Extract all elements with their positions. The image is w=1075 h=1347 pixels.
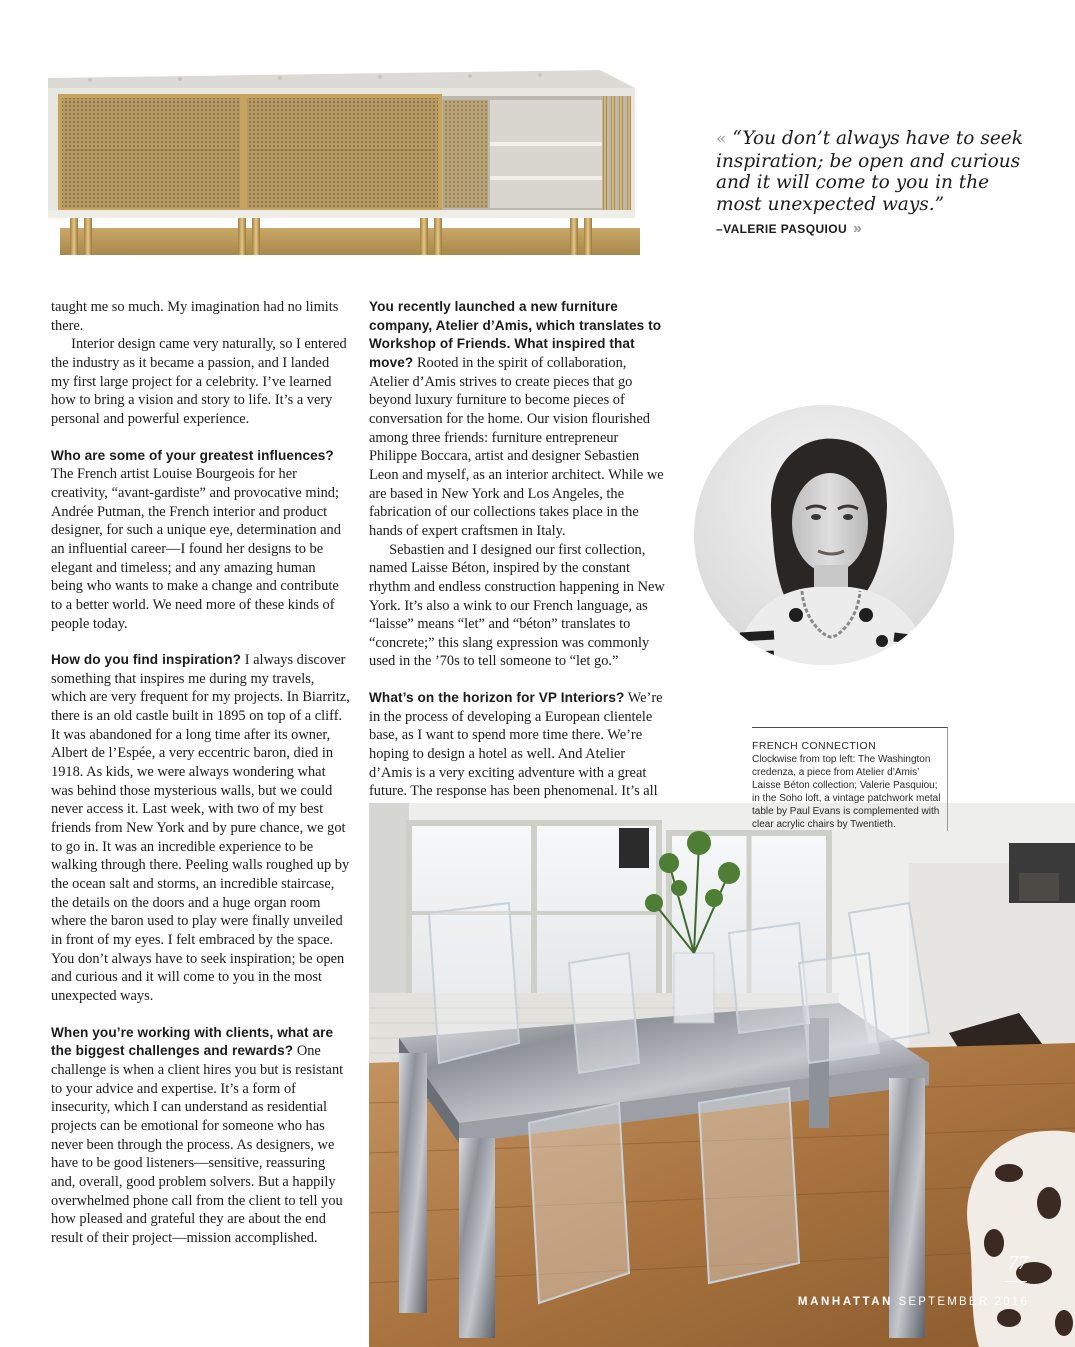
page-number: 77 — [1008, 1252, 1028, 1274]
interview-answer: The French artist Louise Bourgeois for her creativity, “avant-gardiste” and provocative mind; Andrée Putman, the French interior and product designer, for such a unique eye, determination and an influential career—I found her designs to be elegant and timeless; and any amazing human being who wants to make a change and contribute to a better world. We need more of these kinds of people today. — [51, 466, 341, 632]
qa-block — [51, 1024, 350, 1248]
paragraph: taught me so much. My imagination had no limits there. — [51, 299, 339, 334]
open-quote-mark: « — [716, 129, 727, 149]
interview-question: Who are some of your greatest influences? — [51, 447, 334, 463]
close-quote-mark: » — [853, 220, 863, 238]
paragraph: Sebastien and I designed our first collection, named Laisse Béton, inspired by the constant rhythm and endless construction happening in New York. It’s also a wink to our French language, as “laisse” means “let” and “béton” translates to “concrete;” this slang expression was commonly used in the ’70s to tell someone to “let go.” — [369, 541, 665, 670]
qa-block — [369, 298, 669, 541]
interview-question: You recently launched a new furniture company, Atelier d’Amis, which translates to Workshop of Friends. What inspired that move? — [369, 299, 662, 370]
interview-answer: We’re in the process of developing a European clientele base, as I want to spend more time there. We’re hoping to design a hotel as well. And Atelier d’Amis is a very exciting adventure with a great future. The response has been phenomenal. It’s all — [369, 690, 663, 800]
qa-block — [51, 447, 350, 634]
page-number-rule — [1005, 1281, 1027, 1282]
pull-quote-text — [716, 128, 1036, 215]
dining-room-photo — [369, 803, 1075, 1347]
interview-answer: I always discover something that inspires me during my travels, which are very frequent for my projects. In Biarritz, there is an old castle built in 1895 on top of a cliff. It was abandoned for a long time after its owner, Albert de l’Espée, a very eccentric baron, died in 1918. As kids, we were always wondering what was behind those mysterious walls, but we could never access it. Last week, with two of my best friends from New York and by pure chance, we got to go in. It was an incredible experience to be walking through there. Peeling walls roughed up by the ocean salt and storms, an incredible staircase, the details on the doors and a huge organ room where the baron used to play were finally unveiled in front of my eyes. I felt embraced by the space. You don’t always have to seek inspiration; be open and curious and it will come to you in the most unexpected ways. — [51, 652, 350, 1004]
magazine-name: MANHATTAN — [797, 1296, 894, 1308]
qa-block — [51, 651, 350, 1005]
pull-quote-attribution — [716, 220, 1036, 238]
interview-answer: Rooted in the spirit of collaboration, Atelier d’Amis strives to create pieces that go beyond luxury furniture to become pieces of conversation for the home. Our vision flourished among three friends: furniture entrepreneur Philippe Boccara, artist and designer Sebastien Leon and myself, as an interior architect. While we are based in New York and Los Angeles, the fabrication of our collections takes place in the hands of expert craftsmen in Italy. — [369, 354, 664, 539]
photo-caption — [752, 727, 948, 831]
pull-quote-body: “You don’t always have to seek inspiration; be open and curious and it will come to you in the most unexpected ways.” — [716, 128, 1023, 215]
pull-quote — [716, 128, 1036, 238]
magazine-folio — [798, 1296, 1029, 1308]
caption-title: FRENCH CONNECTION — [752, 740, 877, 752]
interview-question: How do you find inspiration? — [51, 652, 242, 668]
interview-question: What’s on the horizon for VP Interiors? — [369, 690, 625, 706]
attribution-text: –VALERIE PASQUIOU — [716, 222, 848, 237]
article-column-1 — [51, 298, 350, 1248]
interview-answer: One challenge is when a client hires you but is resistant to your advice and expertise. It’s a form of insecurity, which I can understand as residential projects can be emotional for someone who has never been through the process. As designers, we have to be good listeners—sensitive, reassuring and, overall, good problem solvers. But a happily overwhelmed phone call from the client to tell you how pleased and grateful they are about the end result of their project—mission accomplished. — [51, 1043, 344, 1246]
portrait-photo — [694, 405, 954, 665]
issue-date: SEPTEMBER 2016 — [898, 1296, 1029, 1308]
credenza-photo — [0, 0, 700, 275]
interview-question: When you’re working with clients, what are the biggest challenges and rewards? — [51, 1024, 334, 1059]
paragraph: Interior design came very naturally, so I entered the industry as it became a passion, and I landed my first large project for a celebrity. I’ve learned how to bring a vision and story to life. It’s a very personal and powerful experience. — [51, 336, 347, 427]
article-column-2 — [369, 298, 669, 838]
caption-body: Clockwise from top left: The Washington credenza, a piece from Atelier d’Amis’ Laisse Béton collection; Valerie Pasquiou; in the Soho loft, a vintage patchwork metal table by Paul Evans is complemented with clear acrylic chairs by Twentieth. — [752, 754, 941, 830]
